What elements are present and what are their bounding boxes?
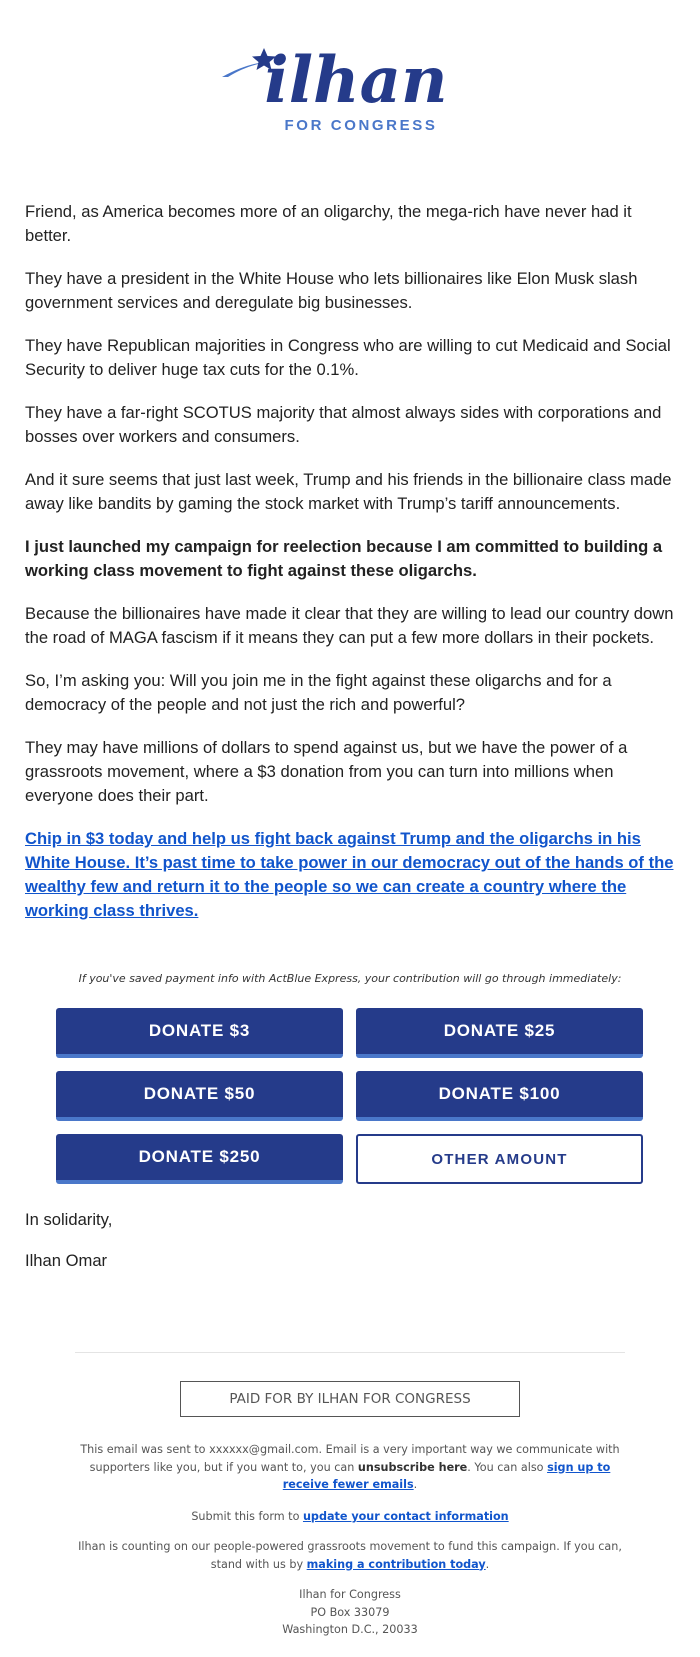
address-line-3: Washington D.C., 20033 (282, 1623, 418, 1636)
body-paragraph-2: They have a president in the White House who lets billionaires like Elon Musk slash government services and deregulate big businesses. (25, 269, 638, 312)
other-amount-button[interactable]: OTHER AMOUNT (356, 1134, 643, 1184)
footer-sent-suffix: . (413, 1478, 418, 1491)
logo-wordmark: ilhan (264, 43, 448, 118)
footer-counting-notice (70, 1538, 630, 1573)
footer-email-notice (70, 1441, 630, 1494)
signoff-name: Ilhan Omar (25, 1251, 108, 1270)
ilhan-logo-graphic (220, 40, 480, 150)
footer-counting-suffix: . (485, 1557, 490, 1571)
unsubscribe-text[interactable]: unsubscribe here (357, 1460, 468, 1474)
paid-for-disclaimer: PAID FOR BY ILHAN FOR CONGRESS (180, 1381, 520, 1417)
footer-sent-prefix: This email was sent to xxxxxx@gmail.com. Email is a very important way we communicate with supporters like you, but if you want to, you can (80, 1443, 620, 1474)
body-paragraph-4: They have a far-right SCOTUS majority that almost always sides with corporations and bosses over workers and consumers. (25, 403, 662, 446)
actblue-express-note: If you've saved payment info with ActBlue Express, your contribution will go through immediately: (78, 972, 622, 985)
email-body (25, 200, 680, 939)
body-paragraph-5: And it sure seems that just last week, Trump and his friends in the billionaire class made away like bandits by gaming the stock market with Trump’s tariff announcements. (25, 470, 672, 513)
footer-divider (75, 1352, 625, 1353)
footer-counting-prefix: Ilhan is counting on our people-powered grassroots movement to fund this campaign. If you can, stand with us by (78, 1540, 622, 1571)
address-line-2: PO Box 33079 (310, 1605, 390, 1619)
donate-25-button[interactable]: DONATE $25 (356, 1008, 643, 1058)
campaign-logo (0, 40, 700, 150)
footer-address (70, 1586, 630, 1639)
donate-3-button[interactable]: DONATE $3 (56, 1008, 343, 1058)
body-paragraph-8: So, I’m asking you: Will you join me in the fight against these oligarchs and for a democracy of the people and not just the rich and powerful? (25, 671, 612, 714)
fewer-emails-link[interactable]: sign up to receive fewer emails (282, 1460, 611, 1491)
signoff-closing: In solidarity, (25, 1210, 113, 1229)
body-paragraph-1: Friend, as America becomes more of an oligarchy, the mega-rich have never had it better. (25, 202, 632, 245)
update-contact-link[interactable]: update your contact information (302, 1510, 509, 1523)
donate-250-button[interactable]: DONATE $250 (56, 1134, 343, 1184)
donate-50-button[interactable]: DONATE $50 (56, 1071, 343, 1121)
body-paragraph-9: They may have millions of dollars to spend against us, but we have the power of a grassroots movement, where a $3 donation from you can turn into millions when everyone does their part. (25, 738, 628, 805)
body-paragraph-bold: I just launched my campaign for reelection because I am committed to building a working class movement to fight against these oligarchs. (25, 537, 663, 580)
donate-100-button[interactable]: DONATE $100 (356, 1071, 643, 1121)
address-line-1: Ilhan for Congress (299, 1588, 401, 1601)
make-contribution-link[interactable]: making a contribution today (306, 1557, 486, 1571)
footer-form-prefix: Submit this form to (191, 1510, 303, 1523)
footer-sent-middle: . You can also (467, 1460, 548, 1474)
cta-paragraph (25, 827, 680, 923)
body-paragraph-7: Because the billionaires have made it clear that they are willing to lead our country down the road of MAGA fascism if it means they can put a few more dollars in their pockets. (25, 604, 674, 647)
chip-in-link[interactable]: Chip in $3 today and help us fight back against Trump and the oligarchs in his White House. It’s past time to take power in our democracy out of the hands of the wealthy few and return it to the people so we can create a country where the working class thrives. (25, 829, 674, 920)
body-paragraph-3: They have Republican majorities in Congress who are willing to cut Medicaid and Social Security to deliver huge tax cuts for the 0.1%. (25, 336, 671, 379)
footer-contact-notice (70, 1508, 630, 1526)
logo-tagline: FOR CONGRESS (284, 117, 438, 134)
